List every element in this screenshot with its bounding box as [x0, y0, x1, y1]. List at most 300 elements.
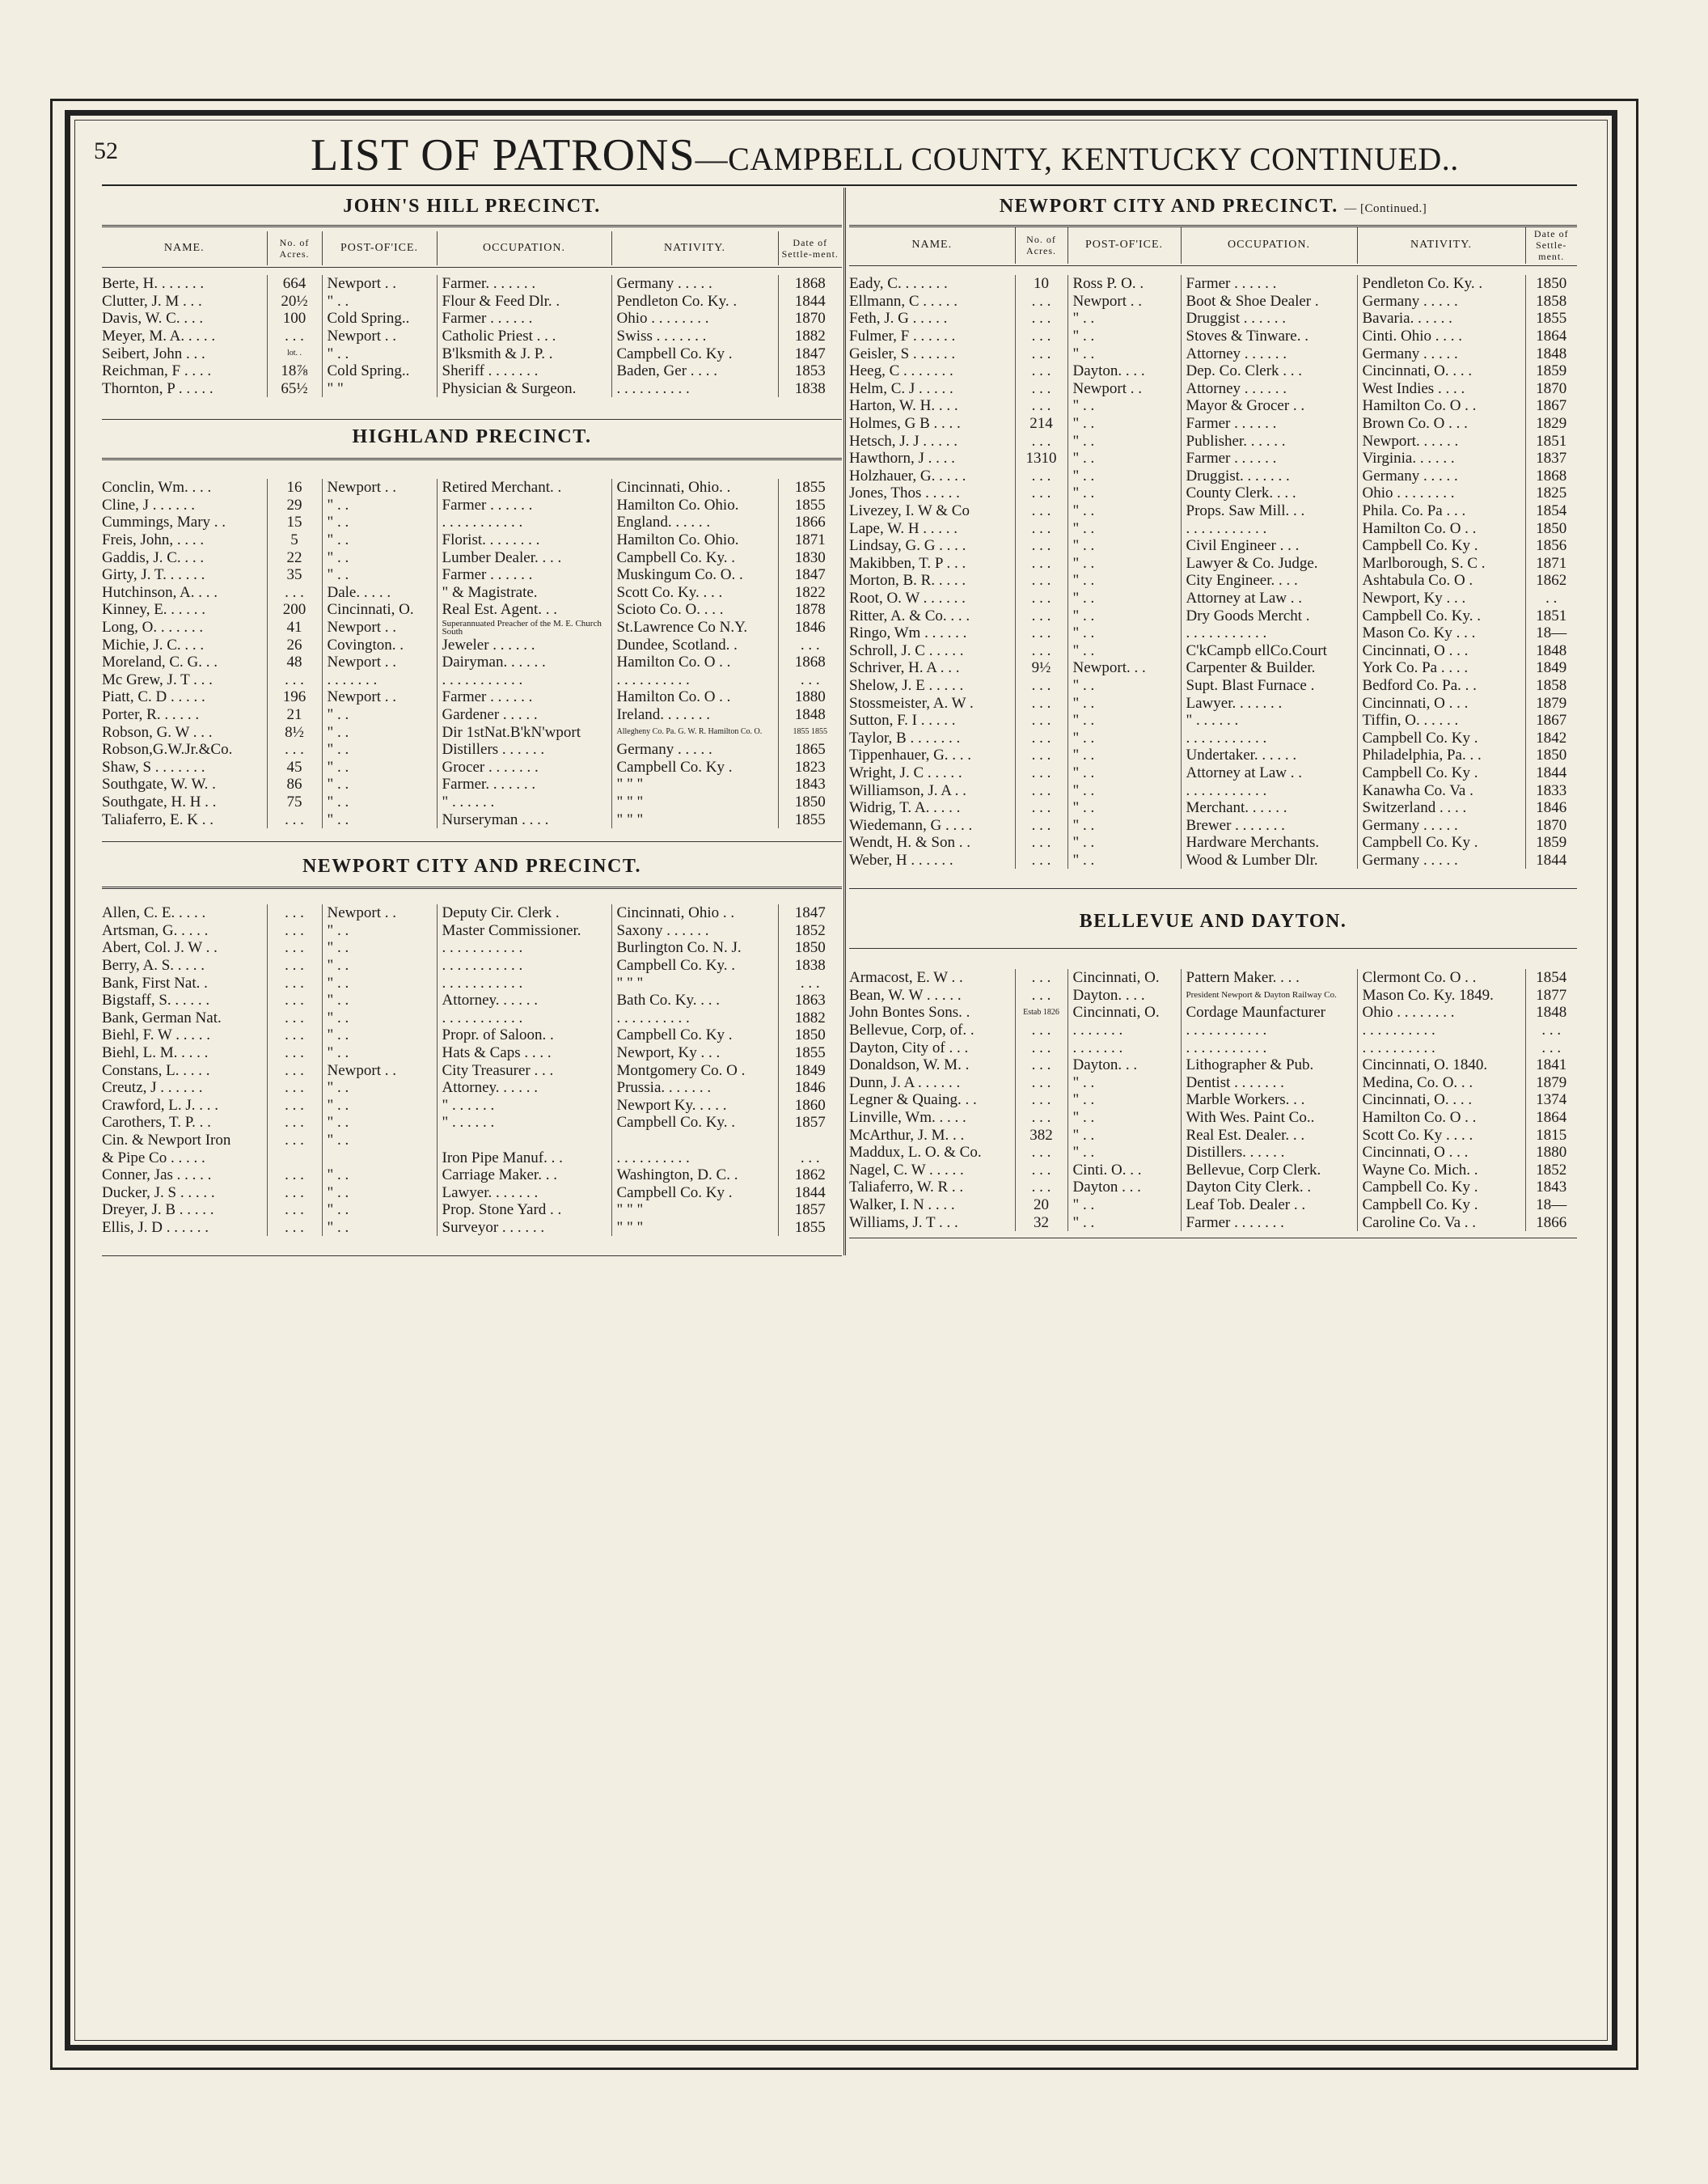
cell-name: Wright, J. C . . . . . — [849, 764, 962, 781]
cell-acres — [267, 1149, 322, 1166]
cell-post-office: " . . — [322, 974, 437, 992]
cell-date: 1857 — [778, 1201, 842, 1219]
table-row — [849, 1074, 1577, 1092]
cell-occupation: Lawyer. . . . . . . — [437, 1184, 611, 1202]
cell-date: 1822 — [778, 584, 842, 602]
cell-post-office: Newport . . — [1068, 380, 1181, 398]
cell-name: Girty, J. T. . . . . . — [102, 566, 205, 584]
table-row — [849, 816, 1577, 834]
cell-occupation: " . . . . . . — [437, 794, 611, 811]
cell-date: 1847 — [778, 904, 842, 922]
cell-acres: . . . — [1015, 397, 1068, 415]
cell-occupation: Flour & Feed Dlr. . — [437, 293, 611, 311]
cell-occupation: Cordage Maunfacturer — [1181, 1004, 1357, 1022]
cell-acres: . . . — [1015, 310, 1068, 328]
cell-acres: 20½ — [267, 293, 322, 311]
cell-post-office: Newport . . — [1068, 293, 1181, 311]
page-number: 52 — [94, 138, 118, 164]
page-title — [311, 129, 1459, 181]
cell-nativity: Germany . . . . . — [1357, 816, 1525, 834]
cell-name: Thornton, P . . . . . — [102, 379, 214, 397]
table-row — [102, 957, 842, 975]
cell-nativity: Hamilton Co. O . . — [1357, 397, 1525, 415]
cell-name: Weber, H . . . . . . — [849, 851, 953, 869]
cell-name: Geisler, S . . . . . . — [849, 345, 956, 362]
cell-occupation: . . . . . . . . . . . — [1181, 729, 1357, 747]
cell-post-office: " . . — [1068, 502, 1181, 520]
cell-date: 1855 — [778, 497, 842, 514]
cell-acres: . . . — [1015, 502, 1068, 520]
cell-occupation: Dayton City Clerk. . — [1181, 1179, 1357, 1196]
cell-occupation: Catholic Priest . . . — [437, 328, 611, 345]
table-row — [102, 328, 842, 345]
cell-date: 1830 — [778, 548, 842, 566]
table-row — [102, 654, 842, 671]
cell-acres: . . . — [1015, 624, 1068, 642]
cell-occupation: Master Commissioner. — [437, 922, 611, 940]
cell-nativity: Muskingum Co. O. . — [611, 566, 778, 584]
table-row — [102, 1114, 842, 1132]
cell-acres: . . . — [1015, 572, 1068, 590]
table-row — [849, 987, 1577, 1005]
cell-occupation: Gardener . . . . . — [437, 706, 611, 724]
cell-name: Williamson, J. A . . — [849, 781, 966, 799]
cell-acres: 20 — [1015, 1196, 1068, 1214]
cell-acres: 214 — [1015, 415, 1068, 433]
cell-acres: 26 — [267, 636, 322, 654]
cell-name: Piatt, C. D . . . . . — [102, 688, 205, 706]
cell-name: Creutz, J . . . . . . — [102, 1079, 203, 1097]
cell-post-office: " . . — [322, 992, 437, 1009]
section-rule — [102, 841, 842, 842]
table-row — [102, 1166, 842, 1184]
cell-date: 1841 — [1525, 1056, 1577, 1074]
cell-occupation: Stoves & Tinware. . — [1181, 328, 1357, 345]
cell-occupation: Hardware Merchants. — [1181, 834, 1357, 852]
cell-post-office: " . . — [1068, 468, 1181, 485]
header-rule — [849, 265, 1577, 266]
cell-name: Lape, W. H . . . . . — [849, 519, 958, 537]
table-row — [849, 1056, 1577, 1074]
cell-occupation: President Newport & Dayton Railway Co. — [1181, 987, 1357, 1005]
cell-occupation: " & Magistrate. — [437, 584, 611, 602]
cell-occupation: Leaf Tob. Dealer . . — [1181, 1196, 1357, 1214]
cell-date: 1855 — [778, 811, 842, 828]
cell-acres: . . . — [1015, 1109, 1068, 1127]
cell-occupation: Marble Workers. . . — [1181, 1091, 1357, 1109]
cell-occupation: Farmer. . . . . . . — [437, 275, 611, 293]
cell-acres: . . . — [267, 1009, 322, 1027]
cell-acres: 18⅞ — [267, 362, 322, 380]
cell-date: 1880 — [1525, 1144, 1577, 1162]
cell-acres: . . . — [267, 811, 322, 828]
cell-name: Ellmann, C . . . . . — [849, 292, 958, 310]
cell-name: Bellevue, Corp, of. . — [849, 1022, 974, 1039]
section-rule — [849, 888, 1577, 889]
cell-acres: . . . — [267, 741, 322, 759]
table-row — [849, 1179, 1577, 1196]
cell-date: 1870 — [1525, 380, 1577, 398]
cell-name: Hutchinson, A. . . . — [102, 583, 218, 601]
cell-nativity: Medina, Co. O. . . — [1357, 1074, 1525, 1092]
cell-name: Constans, L. . . . . — [102, 1061, 210, 1079]
cell-date: . . . — [778, 1149, 842, 1166]
cell-nativity: Newport. . . . . . — [1357, 432, 1525, 450]
table-row — [102, 345, 842, 362]
cell-acres: . . . — [1015, 555, 1068, 573]
cell-post-office: " . . — [1068, 816, 1181, 834]
cell-nativity: Cincinnati, O . . . — [1357, 1144, 1525, 1162]
cell-name: Bank, German Nat. — [102, 1009, 222, 1026]
cell-nativity: Tiffin, O. . . . . . — [1357, 712, 1525, 730]
cell-nativity: Newport, Ky . . . — [1357, 590, 1525, 607]
cell-acres: 664 — [267, 275, 322, 293]
cell-name: Maddux, L. O. & Co. — [849, 1144, 982, 1162]
table-row — [849, 362, 1577, 380]
cell-nativity: West Indies . . . . — [1357, 380, 1525, 398]
cell-nativity: Hamilton Co. O . . — [1357, 519, 1525, 537]
cell-occupation — [437, 1132, 611, 1149]
cell-nativity: Bath Co. Ky. . . . — [611, 992, 778, 1009]
cell-nativity: Cincinnati, O . . . — [1357, 694, 1525, 712]
cell-post-office: " . . — [322, 514, 437, 531]
table-header-newport-right — [849, 226, 1577, 264]
cell-name: Hawthorn, J . . . . — [849, 450, 955, 468]
cell-post-office: Cold Spring.. — [322, 362, 437, 380]
table-row — [102, 584, 842, 602]
cell-post-office: " . . — [1068, 799, 1181, 817]
cell-name: Widrig, T. A. . . . . — [849, 799, 961, 817]
cell-nativity: Newport Ky. . . . . — [611, 1097, 778, 1115]
cell-occupation: Iron Pipe Manuf. . . — [437, 1149, 611, 1166]
table-row — [102, 1097, 842, 1115]
cell-nativity: Ashtabula Co. O . — [1357, 572, 1525, 590]
cell-name: Southgate, W. W. . — [102, 776, 216, 794]
cell-date — [778, 1132, 842, 1149]
cell-nativity: Campbell Co. Ky . — [611, 1026, 778, 1044]
table-row — [102, 723, 842, 741]
cell-post-office: " . . — [1068, 1144, 1181, 1162]
table-row — [102, 794, 842, 811]
cell-occupation: Lithographer & Pub. — [1181, 1056, 1357, 1074]
table-row — [849, 537, 1577, 555]
cell-occupation: Dentist . . . . . . . — [1181, 1074, 1357, 1092]
cell-date: . . . — [1525, 1039, 1577, 1056]
cell-date: 1857 — [778, 1114, 842, 1132]
cell-occupation: Farmer . . . . . . — [437, 497, 611, 514]
cell-name: Hetsch, J. J . . . . . — [849, 432, 958, 450]
cell-acres: . . . — [267, 1044, 322, 1062]
cell-occupation: Grocer . . . . . . . — [437, 759, 611, 777]
table-row — [102, 1079, 842, 1097]
cell-date: 1856 — [1525, 537, 1577, 555]
table-row — [849, 1022, 1577, 1039]
table-row — [102, 1201, 842, 1219]
cell-nativity: Campbell Co. Ky . — [611, 759, 778, 777]
cell-nativity: Bedford Co. Pa. . . — [1357, 677, 1525, 695]
table-row — [102, 904, 842, 922]
cell-acres: . . . — [1015, 432, 1068, 450]
cell-post-office: " . . — [1068, 415, 1181, 433]
cell-occupation: With Wes. Paint Co.. — [1181, 1109, 1357, 1127]
table-row — [849, 328, 1577, 345]
cell-name: Jones, Thos . . . . . — [849, 485, 960, 502]
cell-acres: . . . — [1015, 590, 1068, 607]
cell-post-office: " . . — [1068, 432, 1181, 450]
cell-post-office: " . . — [322, 345, 437, 362]
cell-nativity: Dundee, Scotland. . — [611, 636, 778, 654]
cell-post-office: " . . — [322, 1114, 437, 1132]
cell-acres: 382 — [1015, 1126, 1068, 1144]
cell-date: 1850 — [1525, 275, 1577, 293]
cell-date: 1855 — [778, 1044, 842, 1062]
table-row — [102, 1061, 842, 1079]
table-row — [102, 1026, 842, 1044]
cell-post-office: " . . — [1068, 677, 1181, 695]
cell-date: 1849 — [1525, 659, 1577, 677]
cell-name: Williams, J. T . . . — [849, 1213, 958, 1231]
table-row — [849, 1213, 1577, 1231]
table-row — [102, 1009, 842, 1027]
cell-nativity: Ireland. . . . . . . — [611, 706, 778, 724]
cell-nativity: Germany . . . . . — [611, 741, 778, 759]
table-row — [849, 969, 1577, 987]
cell-name: Taylor, B . . . . . . . — [849, 729, 961, 747]
cell-acres: . . . — [1015, 485, 1068, 502]
cell-date: 1844 — [778, 293, 842, 311]
cell-post-office: " . . — [322, 1044, 437, 1062]
header-acres: No. of Acres. — [267, 231, 322, 265]
table-row — [849, 415, 1577, 433]
table-row — [102, 1149, 842, 1166]
cell-acres: . . . — [1015, 380, 1068, 398]
cell-date: 1846 — [1525, 799, 1577, 817]
table-row — [849, 834, 1577, 852]
cell-nativity: Cincinnati, Ohio . . — [611, 904, 778, 922]
cell-occupation: Supt. Blast Furnace . — [1181, 677, 1357, 695]
cell-post-office: " . . — [322, 566, 437, 584]
cell-date: 1871 — [1525, 555, 1577, 573]
table-row — [849, 799, 1577, 817]
table-row — [102, 811, 842, 828]
table-row — [849, 380, 1577, 398]
cell-acres: 29 — [267, 497, 322, 514]
cell-occupation: Attorney. . . . . . — [437, 1079, 611, 1097]
table-row — [102, 1044, 842, 1062]
patrons-table-bellevue-dayton — [849, 969, 1577, 1231]
cell-name: Michie, J. C. . . . — [102, 636, 205, 654]
cell-acres: . . . — [267, 939, 322, 957]
cell-post-office: " . . — [322, 1079, 437, 1097]
patrons-table-newport-left — [102, 904, 842, 1236]
cell-post-office: Cinti. O. . . — [1068, 1162, 1181, 1179]
cell-acres: . . . — [267, 1132, 322, 1149]
cell-nativity: . . . . . . . . . . — [611, 1149, 778, 1166]
cell-acres: . . . — [267, 974, 322, 992]
cell-name: Feth, J. G . . . . . — [849, 310, 948, 328]
cell-name: & Pipe Co . . . . . — [102, 1149, 205, 1166]
table-row — [849, 624, 1577, 642]
cell-acres: . . . — [267, 992, 322, 1009]
cell-date: 1882 — [778, 1009, 842, 1027]
section-rule — [102, 458, 842, 460]
table-row — [849, 555, 1577, 573]
header-name: NAME. — [911, 239, 953, 251]
cell-post-office: " . . — [1068, 729, 1181, 747]
cell-date: 1833 — [1525, 781, 1577, 799]
cell-nativity: . . . . . . . . . . — [611, 380, 778, 398]
cell-name: Berry, A. S. . . . . — [102, 957, 205, 975]
cell-acres: 45 — [267, 759, 322, 777]
table-row — [102, 479, 842, 497]
cell-acres: . . . — [1015, 537, 1068, 555]
cell-occupation: C'kCampb ellCo.Court — [1181, 641, 1357, 659]
cell-occupation: Bellevue, Corp Clerk. — [1181, 1162, 1357, 1179]
table-row — [102, 706, 842, 724]
cell-acres: . . . — [267, 671, 322, 689]
table-row — [102, 548, 842, 566]
cell-date: 1846 — [778, 1079, 842, 1097]
table-row — [102, 619, 842, 637]
cell-acres: . . . — [1015, 362, 1068, 380]
cell-occupation: " . . . . . . — [437, 1114, 611, 1132]
cell-date: 1855 1855 — [778, 723, 842, 741]
cell-acres: 1310 — [1015, 450, 1068, 468]
cell-post-office: " . . — [1068, 590, 1181, 607]
cell-occupation: B'lksmith & J. P. . — [437, 345, 611, 362]
cell-post-office: . . . . . . . — [1068, 1022, 1181, 1039]
cell-occupation: County Clerk. . . . — [1181, 485, 1357, 502]
cell-nativity: Campbell Co. Ky . — [1357, 764, 1525, 782]
cell-date: 1858 — [1525, 293, 1577, 311]
cell-post-office: " . . — [322, 293, 437, 311]
cell-date: 1850 — [778, 794, 842, 811]
cell-occupation: Lawyer. . . . . . . — [1181, 694, 1357, 712]
table-row — [102, 759, 842, 777]
cell-date: 1878 — [778, 601, 842, 619]
cell-name: Tippenhauer, G. . . . — [849, 747, 972, 764]
cell-date: 1855 — [1525, 310, 1577, 328]
cell-acres: . . . — [267, 1061, 322, 1079]
cell-acres: . . . — [1015, 519, 1068, 537]
cell-occupation: . . . . . . . . . . . — [437, 974, 611, 992]
cell-occupation: Lumber Dealer. . . . — [437, 548, 611, 566]
cell-date: 1374 — [1525, 1091, 1577, 1109]
cell-name: Lindsay, G. G . . . . — [849, 537, 966, 555]
cell-post-office: " . . — [322, 776, 437, 794]
cell-acres: . . . — [1015, 781, 1068, 799]
table-row — [849, 1144, 1577, 1162]
cell-post-office: " . . — [1068, 747, 1181, 764]
cell-date: 1844 — [778, 1184, 842, 1202]
cell-post-office: " . . — [1068, 1109, 1181, 1127]
cell-name: Walker, I. N . . . . — [849, 1196, 955, 1214]
cell-acres: . . . — [267, 1184, 322, 1202]
cell-post-office: Newport . . — [322, 654, 437, 671]
cell-nativity: Germany . . . . . — [1357, 293, 1525, 311]
cell-occupation: " . . . . . . — [1181, 712, 1357, 730]
cell-nativity: Campbell Co. Ky . — [1357, 537, 1525, 555]
cell-acres: . . . — [1015, 969, 1068, 987]
table-row — [102, 1219, 842, 1237]
cell-post-office: " . . — [322, 1132, 437, 1149]
cell-date: 1843 — [1525, 1179, 1577, 1196]
cell-name: Long, O. . . . . . . — [102, 619, 204, 637]
cell-occupation: Publisher. . . . . . — [1181, 432, 1357, 450]
header-rule — [102, 267, 842, 268]
cell-name: Legner & Quaing. . . — [849, 1091, 977, 1109]
header-post-office: POST-OF'ICE. — [322, 231, 437, 265]
cell-name: Moreland, C. G. . . — [102, 654, 218, 671]
header-date: Date of Settle-ment. — [1525, 226, 1577, 264]
table-row — [849, 590, 1577, 607]
cell-nativity: England. . . . . . — [611, 514, 778, 531]
table-row — [849, 432, 1577, 450]
cell-date: 1837 — [1525, 450, 1577, 468]
cell-post-office: " . . — [1068, 397, 1181, 415]
cell-acres: . . . — [1015, 1162, 1068, 1179]
cell-acres: . . . — [1015, 764, 1068, 782]
cell-date: 1860 — [778, 1097, 842, 1115]
cell-nativity: Kanawha Co. Va . — [1357, 781, 1525, 799]
cell-name: Seibert, John . . . — [102, 345, 205, 362]
cell-date: 1867 — [1525, 712, 1577, 730]
table-row — [849, 781, 1577, 799]
cell-name: Bean, W. W . . . . . — [849, 986, 962, 1004]
cell-nativity: Pendleton Co. Ky. . — [1357, 275, 1525, 293]
cell-post-office: " . . — [1068, 852, 1181, 870]
cell-occupation: Attorney . . . . . . — [1181, 345, 1357, 362]
cell-post-office: " . . — [1068, 1196, 1181, 1214]
cell-acres: 9½ — [1015, 659, 1068, 677]
title-subtitle: —CAMPBELL COUNTY, KENTUCKY CONTINUED.. — [695, 141, 1459, 177]
cell-occupation: . . . . . . . . . . . — [1181, 781, 1357, 799]
cell-occupation: Boot & Shoe Dealer . — [1181, 293, 1357, 311]
cell-date: . . — [1525, 590, 1577, 607]
cell-name: Clutter, J. M . . . — [102, 292, 202, 310]
section-rule — [102, 225, 842, 227]
cell-name: Southgate, H. H . . — [102, 793, 217, 811]
cell-nativity: Virginia. . . . . . — [1357, 450, 1525, 468]
cell-nativity: Ohio . . . . . . . . — [1357, 485, 1525, 502]
cell-occupation: Druggist . . . . . . — [1181, 310, 1357, 328]
cell-post-office: Cincinnati, O. — [322, 601, 437, 619]
header-post-office: POST-OF'ICE. — [1068, 226, 1181, 264]
table-row — [849, 607, 1577, 624]
cell-date: 1847 — [778, 566, 842, 584]
cell-post-office: " . . — [1068, 712, 1181, 730]
cell-name: Sutton, F. I . . . . . — [849, 712, 956, 730]
table-row — [849, 1162, 1577, 1179]
cell-occupation: . . . . . . . . . . . — [1181, 519, 1357, 537]
header-nativity: NATIVITY. — [611, 231, 778, 265]
table-row — [849, 677, 1577, 695]
cell-date: 1868 — [778, 654, 842, 671]
table-row — [102, 293, 842, 311]
cell-occupation: Propr. of Saloon. . — [437, 1026, 611, 1044]
cell-post-office: Cold Spring.. — [322, 310, 437, 328]
cell-acres: 22 — [267, 548, 322, 566]
table-row — [849, 764, 1577, 782]
cell-nativity: Switzerland . . . . — [1357, 799, 1525, 817]
cell-date: . . . — [778, 636, 842, 654]
header-date: Date of Settle-ment. — [778, 231, 842, 265]
cell-name: Gaddis, J. C. . . . — [102, 548, 205, 566]
cell-post-office: Newport. . . — [1068, 659, 1181, 677]
cell-post-office — [322, 1149, 437, 1166]
cell-name: Dunn, J. A . . . . . . — [849, 1073, 961, 1091]
cell-acres: . . . — [267, 1201, 322, 1219]
